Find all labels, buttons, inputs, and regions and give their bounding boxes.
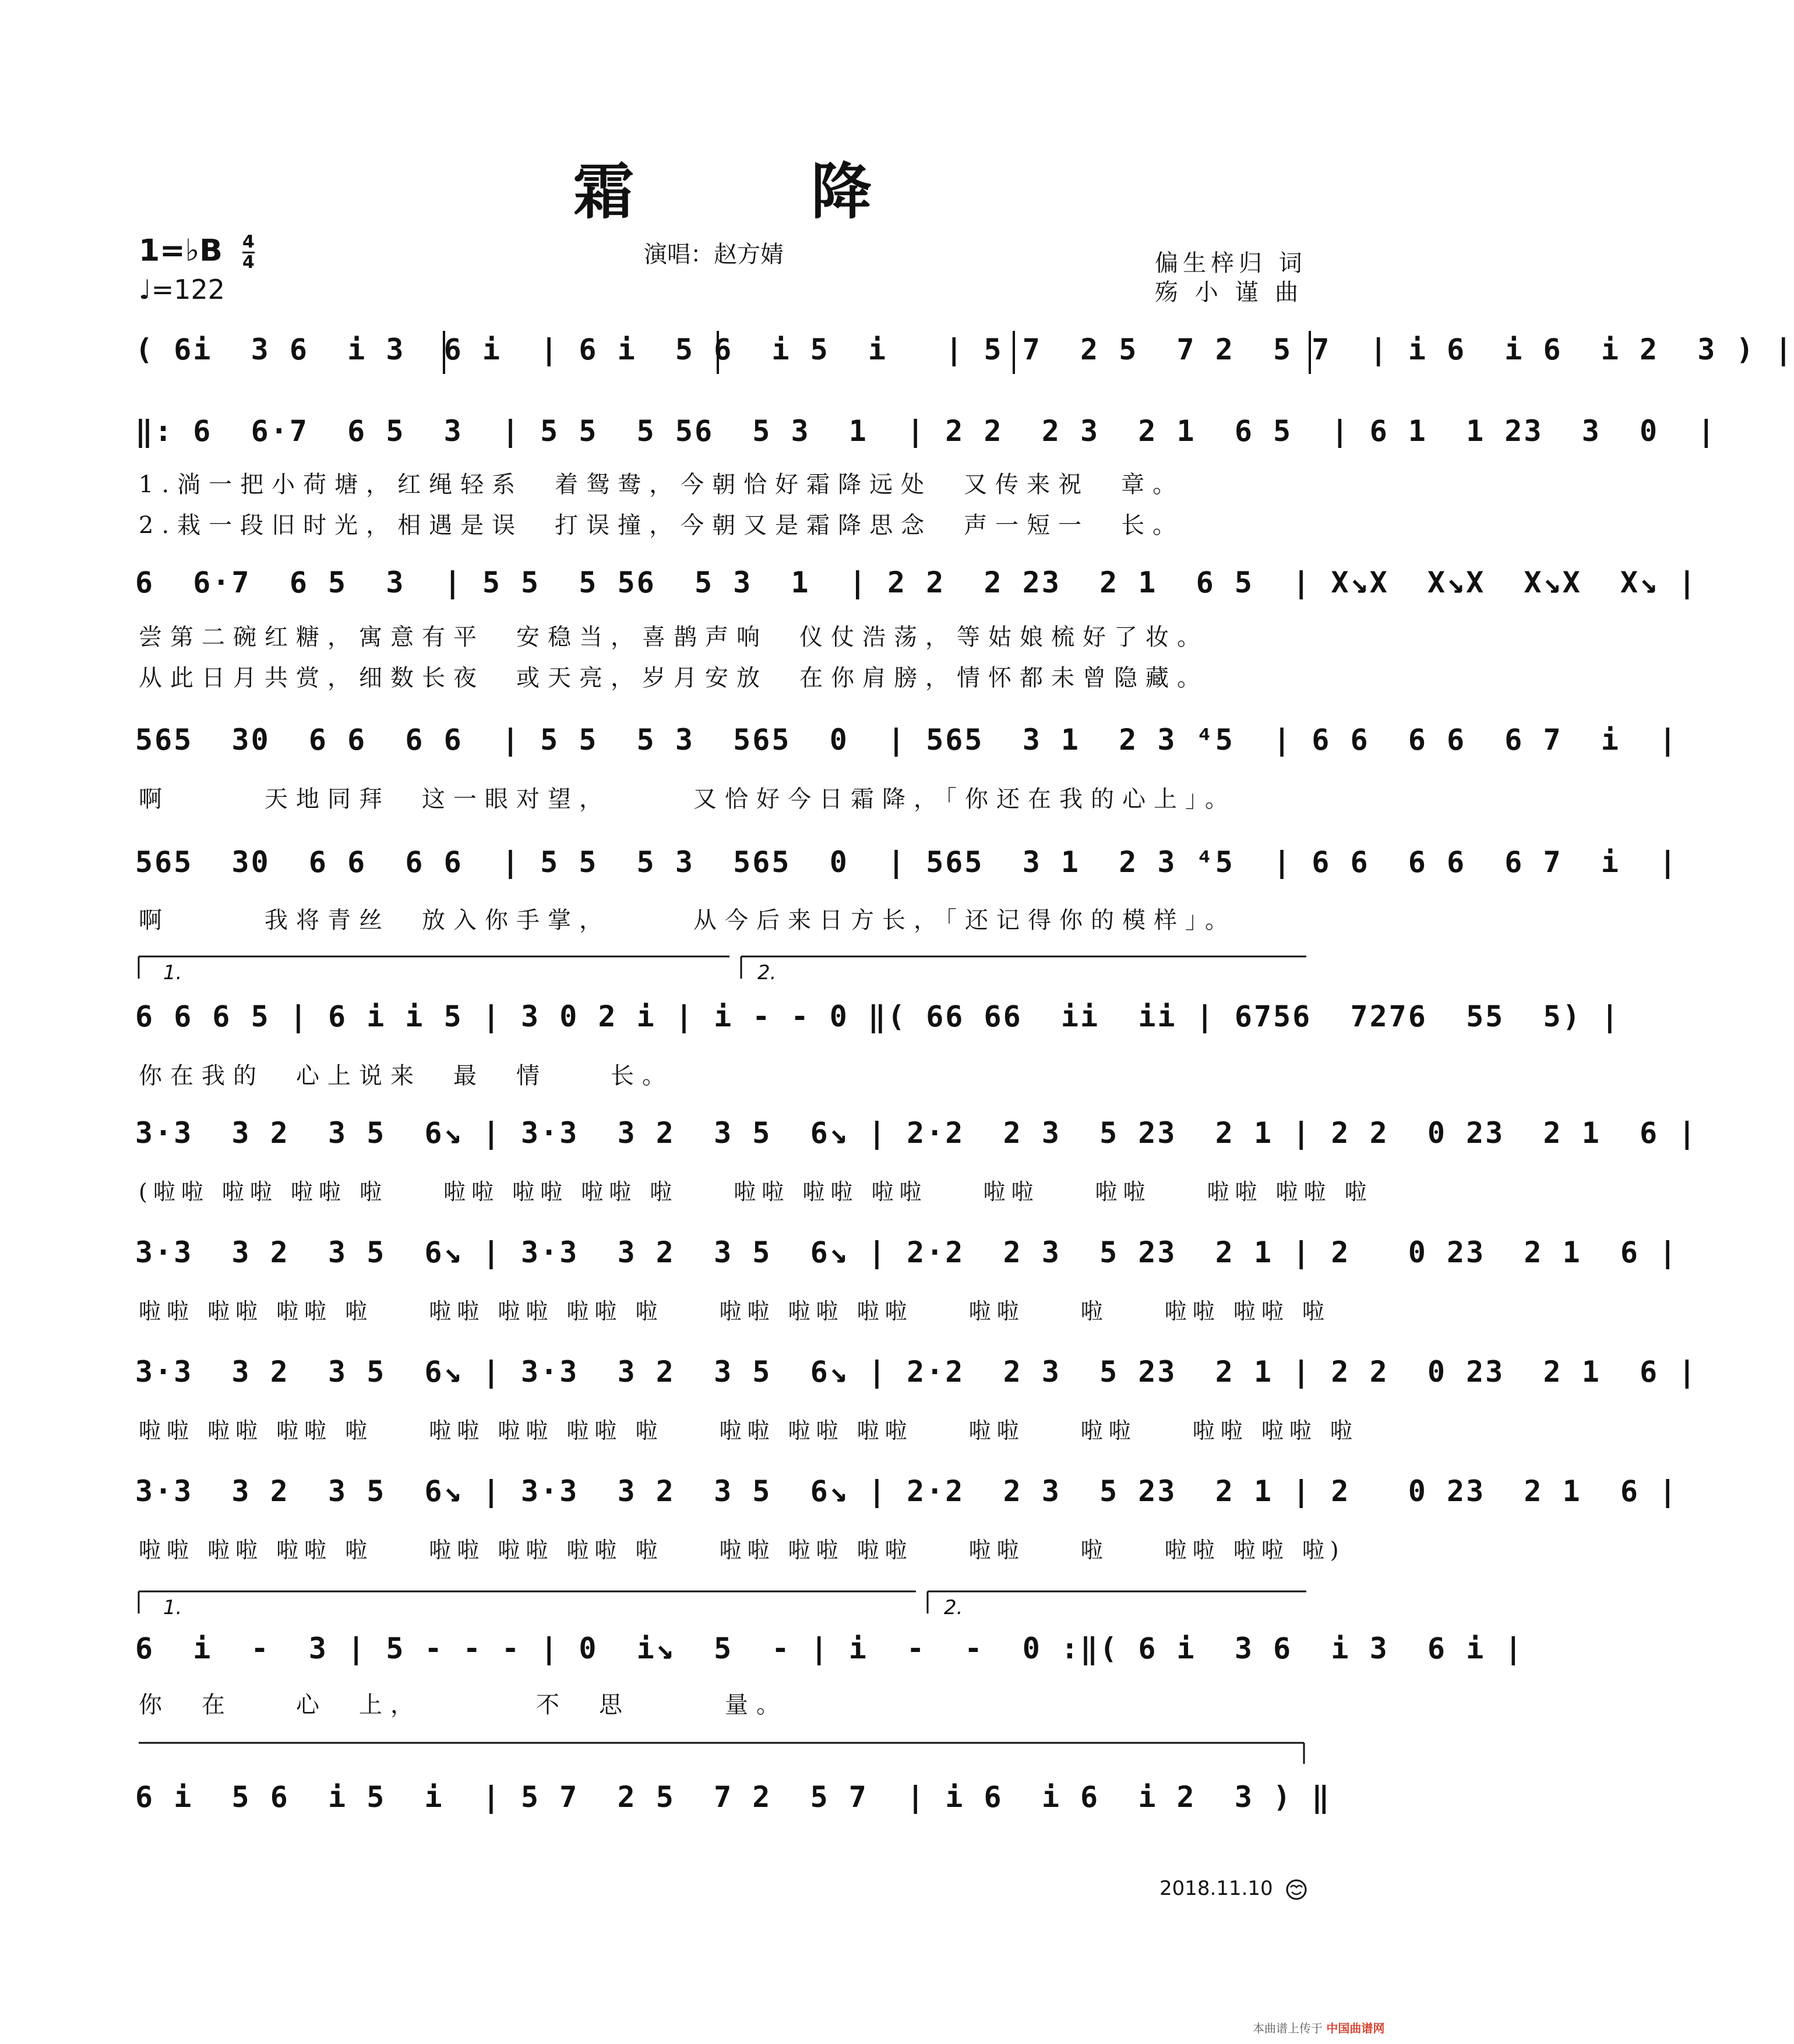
notation-line: 6 6·7 6 5 3 | 5 5 5 56 5 3 1 | 2 2 2 23 2 1 6 5 | X↘X X↘X X↘X X↘ | xyxy=(135,566,1698,599)
volta-second-label: 2. xyxy=(944,1596,963,1619)
singer-credit: 演唱：赵方婧 xyxy=(644,241,784,268)
volta-second-label: 2. xyxy=(757,961,777,984)
staff-row xyxy=(135,1625,1524,1695)
staff-row xyxy=(135,1774,1331,1844)
lyric-verse-2: 啊 我将青丝 放入你手掌， 从今后来日方长，「还记得你的模样」。 xyxy=(139,907,1236,934)
notation-line: ‖: 6 6·7 6 5 3 | 5 5 5 56 5 3 1 | 2 2 2 3 2 1 6 5 | 6 1 1 23 3 0 | xyxy=(135,414,1717,448)
staff-row xyxy=(135,326,1794,396)
upload-text: 本曲谱上传于 xyxy=(1253,2021,1323,2035)
notation-line: 3·3 3 2 3 5 6↘ | 3·3 3 2 3 5 6↘ | 2·2 2 3 5 23 2 1 | 2 2 0 23 2 1 6 | xyxy=(135,1355,1698,1389)
staff-row xyxy=(135,993,1620,1063)
staff-row xyxy=(135,716,1679,786)
upload-footer xyxy=(1253,2019,1384,2036)
notation-line: 6 6 6 5 | 6 i i 5 | 3 0 2 i | i - - 0 ‖( 66 66 ii ii | 6756 7276 55 5) | xyxy=(135,1000,1620,1033)
staff-row xyxy=(135,1348,1698,1418)
date-text: 2018.11.10 xyxy=(1159,1877,1273,1900)
key-signature xyxy=(139,233,255,272)
lyric-verse-2: 从此日月共赏，细数长夜 或天亮，岁月安放 在你肩膀，情怀都未曾隐藏。 xyxy=(139,665,1208,691)
notation-line: 6 i 5 6 i 5 i | 5 7 2 5 7 2 5 7 | i 6 i 6 i 2 3 ) ‖ xyxy=(135,1780,1331,1814)
volta-first-label: 1. xyxy=(163,961,182,984)
volta-brackets xyxy=(135,1590,1311,1625)
lyric-verse-1: 啊 天地同拜 这一眼对望， 又恰好今日霜降，「你还在我的心上」。 xyxy=(139,786,1236,813)
notation-line: 3·3 3 2 3 5 6↘ | 3·3 3 2 3 5 6↘ | 2·2 2 3 5 23 2 1 | 2 0 23 2 1 6 | xyxy=(135,1474,1679,1508)
time-signature xyxy=(242,233,255,272)
volta-first-label: 1. xyxy=(163,1596,182,1619)
lyric-ending-1: 你在我的 心上说来 最 情 长。 xyxy=(139,1062,674,1089)
lyric-la: 啦啦 啦啦 啦啦 啦 啦啦 啦啦 啦啦 啦 啦啦 啦啦 啦啦 啦啦 啦 啦啦 啦啦 啦 xyxy=(139,1298,1330,1324)
lyric-la: 啦啦 啦啦 啦啦 啦 啦啦 啦啦 啦啦 啦 啦啦 啦啦 啦啦 啦啦 啦 啦啦 啦啦 啦) xyxy=(139,1537,1345,1563)
composer-credit: 殇 小 谨 曲 xyxy=(1155,279,1303,306)
coda-bracket xyxy=(135,1742,1311,1765)
notation-line: 565 30 6 6 6 6 | 5 5 5 3 565 0 | 565 3 1 2 3 ⁴5 | 6 6 6 6 6 7 i | xyxy=(135,723,1679,757)
tempo-marking: ♩=122 xyxy=(139,274,225,305)
lyric-ending-2: 你 在 心 上， 不 思 量。 xyxy=(139,1692,788,1718)
lyricist-credit: 偏生梓归 词 xyxy=(1155,250,1307,277)
staff-row xyxy=(135,1468,1679,1538)
notation-line: 6 i - 3 | 5 - - - | 0 i↘ 5 - | i - - 0 :‖( 6 i 3 6 i 3 6 i | xyxy=(135,1632,1524,1665)
staff-row xyxy=(135,839,1679,909)
key-label: 1=♭B xyxy=(139,233,223,269)
notation-line: ( 6i 3 6 i 3 6 i | 6 i 5 6 i 5 i | 5 7 2 5 7 2 5 7 | i 6 i 6 i 2 3 ) | xyxy=(135,333,1794,366)
volta-brackets xyxy=(135,955,1311,990)
staff-row xyxy=(135,1229,1679,1299)
time-numerator: 4 xyxy=(242,232,255,252)
notation-line: 3·3 3 2 3 5 6↘ | 3·3 3 2 3 5 6↘ | 2·2 2 3 5 23 2 1 | 2 2 0 23 2 1 6 | xyxy=(135,1116,1698,1150)
notation-line: 565 30 6 6 6 6 | 5 5 5 3 565 0 | 565 3 1 2 3 ⁴5 | 6 6 6 6 6 7 i | xyxy=(135,845,1679,879)
lyric-la: (啦啦 啦啦 啦啦 啦 啦啦 啦啦 啦啦 啦 啦啦 啦啦 啦啦 啦啦 啦啦 啦啦 啦啦 啦 xyxy=(139,1179,1373,1205)
lyric-verse-2: 2.栽一段旧时光，相遇是误 打误撞，今朝又是霜降思念 声一短一 长。 xyxy=(139,512,1185,539)
date-stamp xyxy=(1159,1877,1308,1901)
smile-icon xyxy=(1285,1878,1308,1901)
lyric-verse-1: 1.淌一把小荷塘，红绳轻系 着鸳鸯，今朝恰好霜降远处 又传来祝 章。 xyxy=(139,471,1185,498)
song-title: 霜 降 xyxy=(573,156,930,227)
notation-line: 3·3 3 2 3 5 6↘ | 3·3 3 2 3 5 6↘ | 2·2 2 3 5 23 2 1 | 2 0 23 2 1 6 | xyxy=(135,1235,1679,1269)
lyric-verse-1: 尝第二碗红糖，寓意有平 安稳当，喜鹊声响 仪仗浩荡，等姑娘梳好了妆。 xyxy=(139,624,1208,651)
lyric-la: 啦啦 啦啦 啦啦 啦 啦啦 啦啦 啦啦 啦 啦啦 啦啦 啦啦 啦啦 啦啦 啦啦 啦啦 啦 xyxy=(139,1418,1358,1443)
staff-row xyxy=(135,1110,1698,1180)
time-denominator: 4 xyxy=(242,252,255,273)
site-name: 中国曲谱网 xyxy=(1326,2021,1385,2035)
